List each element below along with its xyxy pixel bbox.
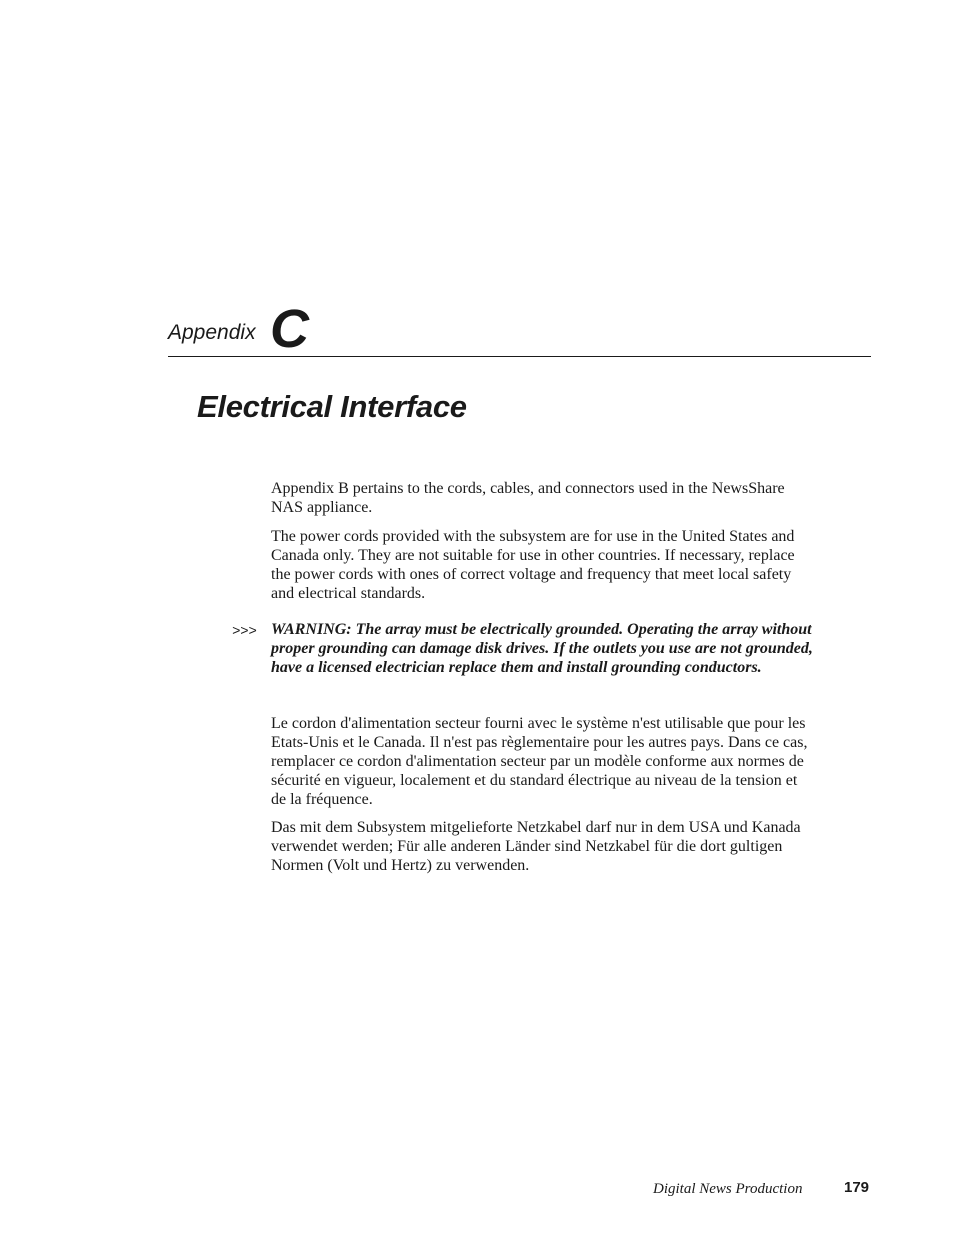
appendix-letter: C <box>270 299 309 359</box>
intro-paragraph: Appendix B pertains to the cords, cables, and connectors used in the NewsShare NAS appliance. <box>271 480 785 516</box>
french-paragraph: Le cordon d'alimentation secteur fourni avec le système n'est utilisable que pour les Etats-Unis et le Canada. Il n'est pas règlementaire pour les autres pays. Dans ce cas, remplacer ce cordon d'alimentation secteur par un modèle conforme aux normes de sécurité en vigueur, localement et du standard électrique au niveau de la tension et de la fréquence. <box>271 715 808 808</box>
warning-marker: >>> <box>232 622 257 638</box>
warning-text: WARNING: The array must be electrically grounded. Operating the array without proper grounding can damage disk drives. If the outlets you use are not grounded, have a licensed electrician replace them and install grounding conductors. <box>271 621 813 676</box>
appendix-header <box>168 300 871 357</box>
german-paragraph: Das mit dem Subsystem mitgelieforte Netzkabel darf nur in dem USA und Kanada verwendet werden; Für alle anderen Länder sind Netzkabel für die dort gultigen Normen (Volt und Hertz) zu verwenden. <box>271 819 801 874</box>
chapter-title: Electrical Interface <box>197 389 467 424</box>
power-cords-paragraph: The power cords provided with the subsystem are for use in the United States and Canada only. They are not suitable for use in other countries. If necessary, replace the power cords with ones of correct voltage and frequency that meet local safety and electrical standards. <box>271 528 795 602</box>
appendix-label: Appendix <box>168 321 256 344</box>
footer-page-number: 179 <box>844 1179 870 1196</box>
footer-book-title: Digital News Production <box>653 1181 803 1197</box>
